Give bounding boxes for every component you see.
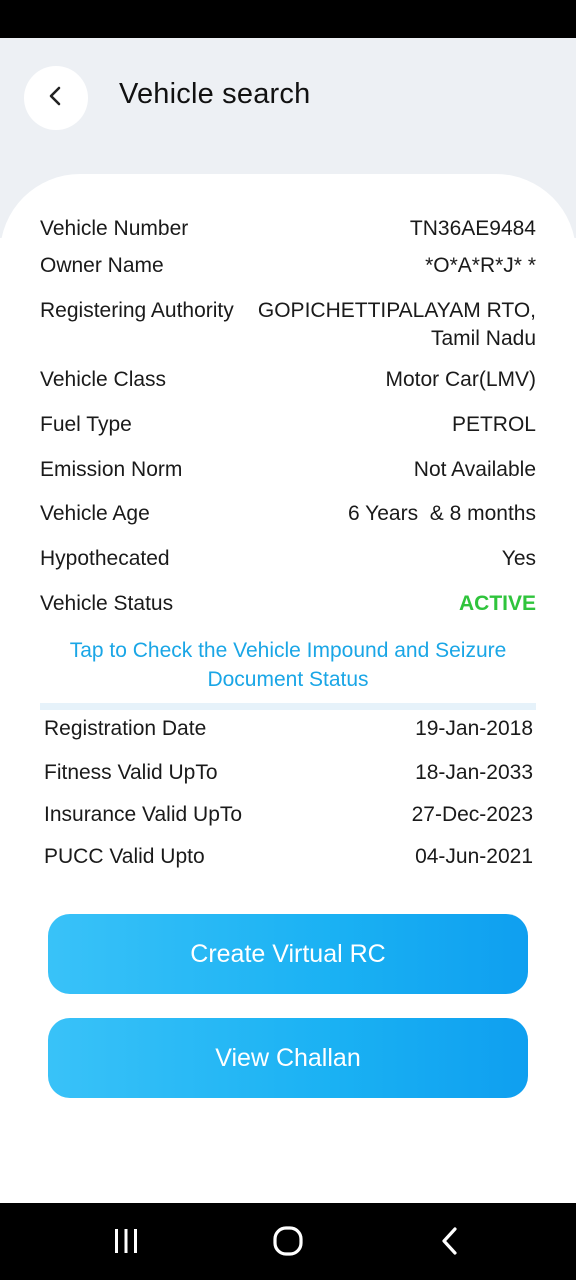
detail-row-vehicle-number	[40, 215, 536, 243]
detail-label: Owner Name	[40, 254, 164, 277]
validity-row-insurance	[44, 801, 533, 829]
detail-row-emission-norm	[40, 456, 536, 484]
back-button[interactable]	[24, 66, 88, 130]
detail-value-line: GOPICHETTIPALAYAM RTO,	[257, 299, 536, 322]
validity-value: 18-Jan-2033	[415, 761, 533, 784]
nav-back-button[interactable]	[428, 1221, 472, 1265]
detail-value: PETROL	[451, 413, 536, 436]
impound-status-link[interactable]	[40, 636, 536, 694]
recents-icon	[111, 1228, 141, 1259]
detail-value	[258, 297, 536, 353]
nav-home-button[interactable]	[266, 1221, 310, 1265]
detail-row-fuel-type	[40, 411, 536, 439]
view-challan-button[interactable]: View Challan	[48, 1018, 528, 1098]
validity-label: Fitness Valid UpTo	[44, 761, 218, 784]
system-nav-bar	[0, 1203, 576, 1280]
page-title: Vehicle search	[119, 78, 311, 110]
chevron-left-icon	[45, 85, 67, 112]
detail-value: Motor Car(LMV)	[385, 368, 536, 391]
validity-label: PUCC Valid Upto	[44, 845, 205, 868]
detail-value: 6 Years & 8 months	[348, 502, 536, 525]
validity-value: 04-Jun-2021	[415, 845, 533, 868]
detail-row-owner-name	[40, 252, 536, 280]
detail-value: *O*A*R*J* *	[425, 254, 536, 277]
detail-label: Hypothecated	[40, 547, 170, 570]
validity-row-fitness	[44, 759, 533, 787]
detail-row-vehicle-class	[40, 366, 536, 394]
detail-row-registering-authority	[40, 297, 536, 353]
nav-recents-button[interactable]	[104, 1221, 148, 1265]
impound-link-line: Tap to Check the Vehicle Impound and Seizure	[69, 639, 507, 662]
detail-value: Yes	[501, 547, 536, 570]
create-virtual-rc-button[interactable]: Create Virtual RC	[48, 914, 528, 994]
validity-row-pucc	[44, 843, 533, 871]
detail-label: Vehicle Age	[40, 502, 150, 525]
back-icon	[438, 1226, 462, 1261]
detail-label: Vehicle Number	[40, 217, 189, 240]
status-badge: ACTIVE	[458, 592, 536, 615]
section-divider	[40, 703, 536, 710]
detail-row-vehicle-age	[40, 500, 536, 528]
home-icon	[272, 1225, 304, 1262]
status-bar	[0, 0, 576, 38]
validity-label: Registration Date	[44, 717, 207, 740]
detail-value: TN36AE9484	[409, 217, 536, 240]
validity-value: 27-Dec-2023	[411, 803, 533, 826]
detail-row-vehicle-status	[40, 590, 536, 618]
validity-value: 19-Jan-2018	[415, 717, 533, 740]
detail-row-hypothecated	[40, 545, 536, 573]
detail-value-line: Tamil Nadu	[430, 327, 536, 350]
detail-label: Vehicle Class	[40, 368, 167, 391]
detail-label: Emission Norm	[40, 458, 183, 481]
detail-label: Fuel Type	[40, 413, 132, 436]
detail-value: Not Available	[413, 458, 536, 481]
detail-label: Vehicle Status	[40, 592, 174, 615]
impound-link-line: Document Status	[207, 668, 369, 691]
validity-label: Insurance Valid UpTo	[44, 803, 243, 826]
detail-label: Registering Authority	[40, 299, 234, 322]
validity-row-registration-date	[44, 715, 533, 743]
